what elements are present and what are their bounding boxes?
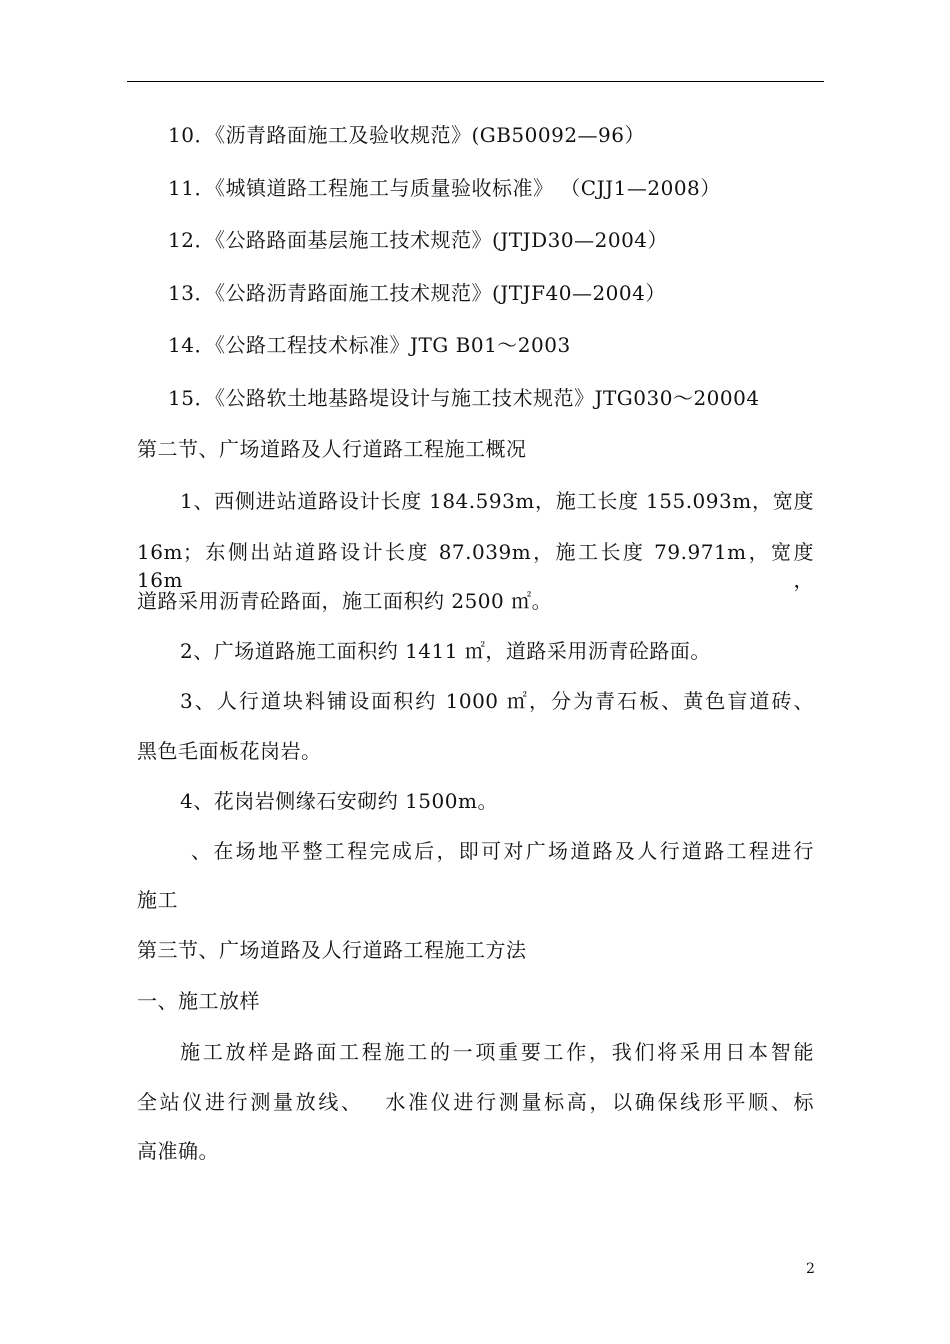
reference-item <box>168 226 668 254</box>
paragraph-line: 、在场地平整工程完成后，即可对广场道路及人行道路工程进行 <box>191 839 814 863</box>
reference-item <box>168 174 721 202</box>
subsection-heading: 一、施工放样 <box>137 989 260 1013</box>
paragraph-line: 2、广场道路施工面积约 1411 ㎡，道路采用沥青砼路面。 <box>180 639 711 663</box>
reference-number: 14． <box>168 333 215 357</box>
section-heading: 第三节、广场道路及人行道路工程施工方法 <box>137 938 527 962</box>
paragraph-line: 1、西侧进站道路设计长度 184.593m，施工长度 155.093m，宽度 <box>180 489 814 513</box>
paragraph-line: 全站仪进行测量放线、 水准仪进行测量标高，以确保线形平顺、标 <box>137 1090 814 1114</box>
paragraph-line: 高准确。 <box>137 1139 219 1163</box>
reference-text: 《公路工程技术标准》JTG B01～2003 <box>214 333 571 357</box>
paragraph-line: 施工 <box>137 888 178 912</box>
reference-text: 《公路软土地基路堤设计与施工技术规范》JTG030～20004 <box>214 386 760 410</box>
paragraph-line: 16m；东侧出站道路设计长度 87.039m，施工长度 79.971m，宽度 16m， <box>137 540 814 592</box>
reference-item <box>168 121 645 149</box>
header-rule <box>127 81 824 82</box>
reference-item <box>168 384 760 412</box>
section-heading: 第二节、广场道路及人行道路工程施工概况 <box>137 437 527 461</box>
reference-item <box>168 331 571 359</box>
paragraph-line: 道路采用沥青砼路面，施工面积约 2500 ㎡。 <box>137 589 553 613</box>
reference-number: 10． <box>168 123 215 147</box>
reference-item <box>168 279 666 307</box>
paragraph-line: 3、人行道块料铺设面积约 1000 ㎡，分为青石板、黄色盲道砖、 <box>180 689 814 713</box>
reference-number: 15． <box>168 386 215 410</box>
paragraph-line: 黑色毛面板花岗岩。 <box>137 739 322 763</box>
reference-number: 12． <box>168 228 215 252</box>
paragraph-line: 4、花岗岩侧缘石安砌约 1500m。 <box>180 789 498 813</box>
reference-text: 《沥青路面施工及验收规范》(GB50092—96） <box>214 123 646 147</box>
paragraph-line: 施工放样是路面工程施工的一项重要工作，我们将采用日本智能 <box>180 1040 814 1064</box>
page-number: 2 <box>806 1261 815 1277</box>
reference-text: 《公路路面基层施工技术规范》(JTJD30—2004） <box>214 228 669 252</box>
reference-number: 11． <box>168 176 215 200</box>
reference-number: 13． <box>168 281 215 305</box>
reference-text: 《城镇道路工程施工与质量验收标准》 （CJJ1—2008） <box>214 176 721 200</box>
reference-text: 《公路沥青路面施工技术规范》(JTJF40—2004） <box>214 281 666 305</box>
